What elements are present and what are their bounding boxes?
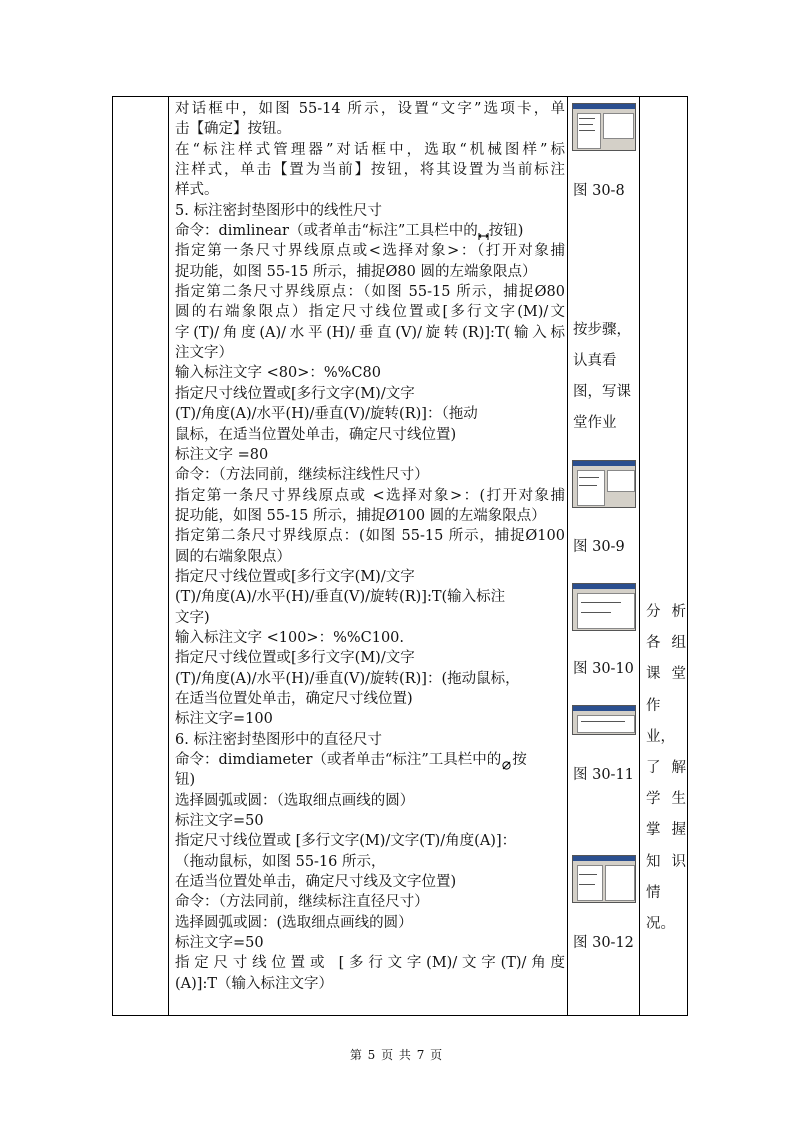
text-span: 命令：dimdiameter（或者单击“标注”工具栏中的 (175, 752, 502, 768)
text-line: (T)/角度(A)/水平(H)/垂直(V)/旋转(R)]：（拖动 (175, 406, 478, 423)
text-line: 捉功能，如图 55-15 所示，捕捉Ø80 圆的左端象限点） (175, 263, 537, 280)
text-line: 选择圆弧或圆：(选取细点画线的圆） (175, 914, 413, 931)
text-line: 击【确定】按钮。 (175, 121, 291, 138)
figure-caption: 图 30-9 (573, 539, 625, 555)
figure-caption: 图 30-10 (573, 661, 634, 677)
text-line: 在“标注样式管理器”对话框中，选取“机械图样”标 (175, 141, 565, 158)
text-line: 圆的右端象限点）指定尺寸线位置或[多行文字(M)/文 (175, 304, 565, 321)
text-line: 文字) (175, 609, 210, 626)
note-line: 业， (646, 728, 675, 745)
column-divider (639, 97, 640, 1015)
text-line: 指定尺寸线位置或[多行文字(M)/文字 (175, 385, 415, 402)
teacher-note (646, 597, 686, 940)
note-line: 了解 (646, 760, 686, 777)
note-line: 分析 (646, 604, 686, 620)
note-line: 各组 (646, 635, 686, 652)
figure-thumbnail (572, 705, 636, 735)
text-span: 命令：dimlinear（或者单击“标注”工具栏中的 (175, 223, 478, 240)
text-line: 样式。 (175, 182, 219, 199)
text-line: 选择圆弧或圆：（选取细点画线的圆） (175, 792, 415, 809)
text-line: 标注文字=100 (175, 711, 273, 728)
column-divider (168, 97, 169, 1015)
text-line: 命令：（方法同前，继续标注直径尺寸） (175, 894, 429, 911)
note-line: 堂作业 (573, 415, 617, 431)
text-line: 注文字） (175, 345, 233, 362)
text-line: 标注文字=50 (175, 813, 264, 830)
text-line: 命令：（方法同前，继续标注线性尺寸） (175, 467, 429, 484)
figure-thumbnail (572, 583, 636, 631)
text-span: 按 (512, 752, 527, 768)
figure-caption: 图 30-11 (573, 767, 634, 783)
linear-dimension-icon (478, 227, 489, 236)
text-line: 圆的右端象限点） (175, 548, 291, 565)
text-line: 指定第二条尺寸界线原点：(如图 55-15 所示，捕捉Ø100 (175, 528, 565, 545)
note-line: 情 (646, 884, 661, 901)
figure-thumbnail (572, 103, 636, 151)
instruction-note (573, 315, 631, 439)
text-line (175, 221, 565, 241)
note-line: 掌握 (646, 822, 686, 839)
note-line: 知识 (646, 853, 686, 870)
text-line: （拖动鼠标，如图 55-16 所示， (175, 853, 386, 870)
note-line: 按步骤， (573, 322, 631, 338)
lesson-table (112, 96, 688, 1016)
text-line: 指定尺寸线位置或 [多行文字(M)/文字(T)/角度(A)]： (175, 833, 517, 850)
text-line: 鼠标，在适当位置处单击，确定尺寸线位置) (175, 426, 457, 443)
note-line: 学生 (646, 791, 686, 808)
text-line: 捉功能，如图 55-15 所示，捕捉Ø100 圆的左端象限点） (175, 507, 546, 524)
diameter-dimension-icon (501, 756, 512, 765)
text-line: (T)/角度(A)/水平(H)/垂直(V)/旋转(R)]:T(输入标注 (175, 589, 506, 606)
text-line: 注样式，单击【置为当前】按钮，将其设置为当前标注 (175, 162, 565, 179)
figure-caption: 图 30-8 (573, 183, 625, 199)
text-line: (T)/角度(A)/水平(H)/垂直(V)/旋转(R)]：(拖动鼠标， (175, 670, 520, 687)
text-line: 指定第一条尺寸界线原点或<选择对象>：（打开对象捕 (175, 243, 565, 260)
text-line (175, 750, 565, 770)
figure-thumbnail (572, 460, 636, 508)
note-line: 作 (646, 697, 661, 714)
text-span: 按钮) (488, 223, 524, 240)
section-heading: 5. 标注密封垫图形中的线性尺寸 (175, 202, 382, 219)
text-line: 指定尺寸线位置或 [多行文字(M)/文字(T)/角度 (175, 955, 565, 972)
text-line: 输入标注文字 <80>：%%C80 (175, 365, 381, 382)
note-line: 认真看 (573, 353, 617, 369)
text-line: 标注文字 =80 (175, 446, 269, 463)
text-line: 对话框中，如图 55-14 所示，设置“文字”选项卡，单 (175, 101, 565, 117)
text-line: 指定第一条尺寸界线原点或 <选择对象>：(打开对象捕 (175, 487, 565, 504)
column-divider (567, 97, 568, 1015)
note-line: 课堂 (646, 666, 686, 683)
text-line: 指定尺寸线位置或[多行文字(M)/文字 (175, 650, 415, 667)
text-line: (A)]:T（输入标注文字） (175, 975, 333, 992)
text-line: 在适当位置处单击，确定尺寸线及文字位置) (175, 874, 457, 891)
text-line: 在适当位置处单击，确定尺寸线位置) (175, 690, 413, 707)
text-line: 钮) (175, 772, 196, 789)
text-line: 字(T)/角度(A)/水平(H)/垂直(V)/旋转(R)]:T(输入标 (175, 324, 565, 341)
section-heading: 6. 标注密封垫图形中的直径尺寸 (175, 731, 382, 748)
page-footer: 第 5 页 共 7 页 (349, 1048, 444, 1062)
procedure-text (175, 99, 565, 994)
text-line: 指定第二条尺寸界线原点：（如图 55-15 所示，捕捉Ø80 (175, 284, 565, 301)
figure-thumbnail (572, 855, 636, 903)
figure-caption: 图 30-12 (573, 935, 634, 951)
note-line: 况。 (646, 916, 675, 933)
note-line: 图，写课 (573, 384, 631, 400)
text-line: 标注文字=50 (175, 935, 264, 952)
text-line: 输入标注文字 <100>：%%C100. (175, 629, 405, 646)
text-line: 指定尺寸线位置或[多行文字(M)/文字 (175, 568, 415, 585)
